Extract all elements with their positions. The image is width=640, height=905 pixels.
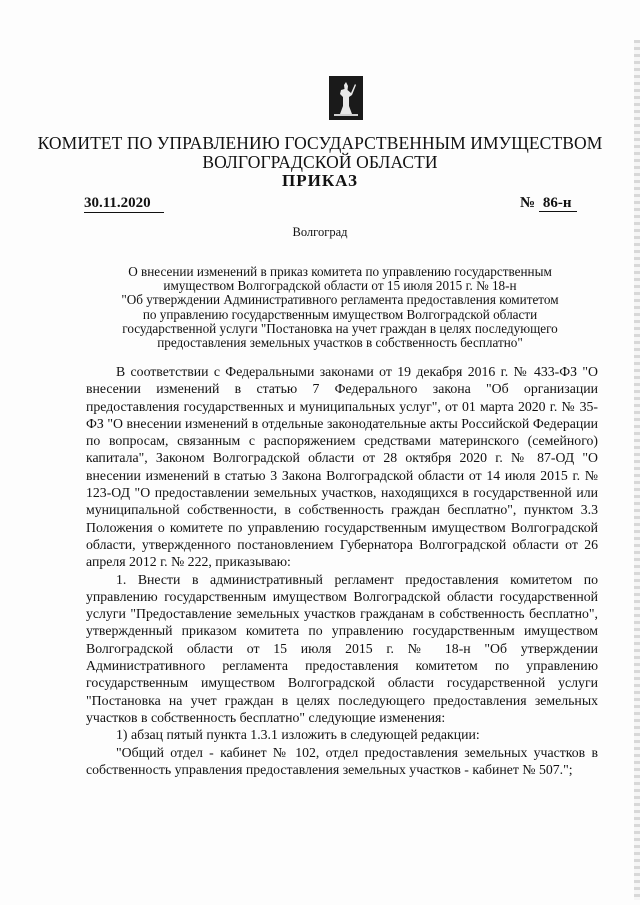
quoted-text-paragraph: "Общий отдел - кабинет № 102, отдел предоставления земельных участков в собственность управления предоставления земельных участков - кабинет № 507."; <box>86 744 598 777</box>
committee-name-line2: ВОЛГОГРАДСКОЙ ОБЛАСТИ <box>202 152 438 172</box>
committee-name-line1: КОМИТЕТ ПО УПРАВЛЕНИЮ ГОСУДАРСТВЕННЫМ ИМУЩЕСТВОМ <box>37 133 603 153</box>
order-subject <box>80 265 600 350</box>
city-name: Волгоград <box>292 225 348 239</box>
subitem-1-paragraph: 1) абзац пятый пункта 1.3.1 изложить в следующей редакции: <box>116 727 480 743</box>
coat-of-arms-emblem <box>329 76 363 120</box>
item-1-paragraph: 1. Внести в административный регламент предоставления комитетом по управлению государственным имуществом Волгоградской области государственной услуги "Предоставление земельных участков гражданам в собственность бесплатно", утвержденный приказом комитета по управлению государственным имуществом Волгоградской области от 15 июля 2015 г. № 18-н "Об утверждении Административного регламента предоставления комитетом по управлению государственным имуществом Волгоградской области государственной услуги "Постановка на учет граждан в целях последующего предоставления земельных участков в собственность бесплатно" следующие изменения: <box>86 571 598 725</box>
order-date: 30.11.2020 <box>84 195 164 213</box>
document-type-title: ПРИКАЗ <box>282 171 358 190</box>
subject-line: по управлению государственным имуществом Волгоградской области <box>142 306 538 322</box>
subject-line: предоставления земельных участков в собственность бесплатно" <box>157 335 523 351</box>
scan-edge-artifact <box>634 40 640 900</box>
subject-line: "Об утверждении Административного регламента предоставления комитетом <box>121 292 559 308</box>
preamble-paragraph: В соответствии с Федеральными законами от 19 декабря 2016 г. № 433-ФЗ "О внесении изменений в статью 7 Федерального закона "Об организации предоставления государственных и муниципальных услуг", от 01 марта 2020 г. № 35-ФЗ "О внесении изменений в отдельные законодательные акты Российской Федерации по вопросам, связанным с распоряжением средствами материнского (семейного) капитала", Законом Волгоградской области от 28 октября 2020 г. № 87-ОД "О внесении изменений в статью 3 Закона Волгоградской области от 14 июля 2015 г. № 123-ОД "О предоставлении земельных участков, находящихся в государственной или муниципальной собственности, в собственность граждан бесплатно", пунктом 3.3 Положения о комитете по управлению государственным имуществом Волгоградской области, утвержденного постановлением Губернатора Волгоградской области от 26 апреля 2012 г. № 222, приказываю: <box>86 364 598 570</box>
order-number <box>520 195 582 212</box>
subject-line: государственной услуги "Постановка на учет граждан в целях последующего <box>122 320 558 336</box>
motherland-statue-icon <box>329 76 363 120</box>
order-body <box>86 363 598 778</box>
subject-line: О внесении изменений в приказ комитета по управлению государственным <box>128 264 552 279</box>
number-sign: № <box>520 195 536 211</box>
subject-line: имуществом Волгоградской области от 15 июля 2015 г. № 18-н <box>163 278 517 294</box>
order-number-value: 86-н <box>539 195 578 212</box>
